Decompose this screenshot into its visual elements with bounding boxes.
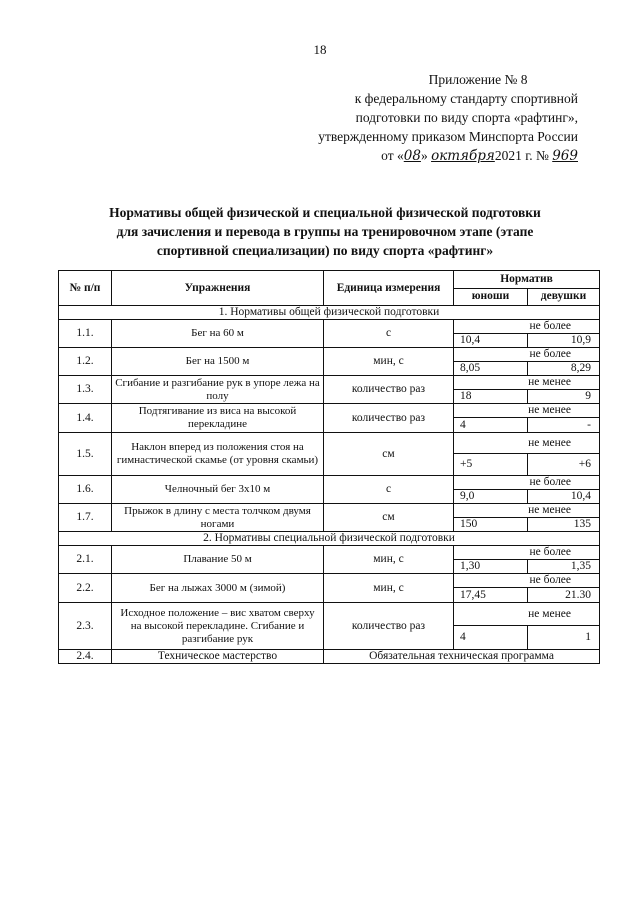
header-num: № п/п (59, 271, 112, 306)
row-unit: мин, с (324, 348, 454, 376)
section-row (59, 532, 600, 546)
table-row (59, 574, 600, 588)
row-unit: количество раз (324, 404, 454, 433)
document-title (60, 203, 590, 260)
row-boys-value: 8,05 (454, 362, 528, 376)
row-boys-value: 150 (454, 518, 528, 532)
row-unit: см (324, 504, 454, 532)
row-boys-value: +5 (454, 454, 528, 476)
header-unit: Единица измерения (324, 271, 454, 306)
table-row (59, 376, 600, 390)
row-exercise: Бег на 60 м (112, 320, 324, 348)
appendix-line-3: утвержденному приказом Минспорта России (318, 129, 578, 144)
row-exercise: Исходное положение – вис хватом сверху на высокой перекладине. Сгибание и разгибание рук (112, 603, 324, 650)
row-exercise: Наклон вперед из положения стоя на гимнастической скамье (от уровня скамьи) (112, 433, 324, 476)
title-line-1: Нормативы общей физической и специальной физической подготовки (109, 205, 541, 220)
row-boys-value: 4 (454, 418, 528, 433)
title-line-2: для зачисления и перевода в группы на тренировочном этапе (этапе (116, 224, 534, 239)
order-number: 969 (552, 148, 578, 164)
row-girls-value: 135 (528, 518, 600, 532)
date-day: 08 (403, 148, 421, 164)
row-girls-value: 21.30 (528, 588, 600, 603)
row-condition: не менее (454, 504, 600, 518)
page-number: 18 (313, 42, 327, 57)
appendix-title: Приложение № 8 (428, 72, 528, 87)
row-exercise: Сгибание и разгибание рук в упоре лежа на полу (112, 376, 324, 404)
row-number: 2.2. (59, 574, 112, 603)
table-row (59, 504, 600, 518)
table-row (59, 603, 600, 626)
row-girls-value: 1,35 (528, 560, 600, 574)
row-boys-value: 9,0 (454, 490, 528, 504)
date-year: 2021 г. № (494, 148, 553, 163)
date-prefix: от « (381, 148, 404, 163)
table-row-last (59, 650, 600, 664)
row-girls-value: 10,9 (528, 334, 600, 348)
row-girls-value: 1 (528, 626, 600, 650)
row-condition: не более (454, 320, 600, 334)
section-title: 1. Нормативы общей физической подготовки (59, 306, 600, 320)
table-body (59, 306, 600, 664)
appendix-line-1: к федеральному стандарту спортивной (354, 91, 578, 106)
row-exercise: Плавание 50 м (112, 546, 324, 574)
appendix-date-line (318, 146, 578, 166)
appendix-header (318, 70, 578, 166)
table-row (59, 348, 600, 362)
row-number: 1.4. (59, 404, 112, 433)
row-boys-value: 18 (454, 390, 528, 404)
table-row (59, 546, 600, 560)
row-boys-value: 10,4 (454, 334, 528, 348)
row-unit: мин, с (324, 574, 454, 603)
row-unit: с (324, 476, 454, 504)
norms-table (58, 270, 600, 664)
title-line-3: спортивной специализации) по виду спорта «рафтинг» (156, 243, 494, 258)
row-condition: не более (454, 546, 600, 560)
header-girls: девушки (528, 288, 600, 306)
row-number: 2.1. (59, 546, 112, 574)
row-unit: с (324, 320, 454, 348)
row-girls-value: - (528, 418, 600, 433)
row-boys-value: 4 (454, 626, 528, 650)
row-number: 2.3. (59, 603, 112, 650)
header-boys: юноши (454, 288, 528, 306)
row-condition: не менее (454, 404, 600, 418)
row-exercise: Техническое мастерство (112, 650, 324, 664)
row-girls-value: +6 (528, 454, 600, 476)
row-boys-value: 1,30 (454, 560, 528, 574)
row-unit: см (324, 433, 454, 476)
row-girls-value: 8,29 (528, 362, 600, 376)
row-exercise: Бег на лыжах 3000 м (зимой) (112, 574, 324, 603)
row-unit: количество раз (324, 376, 454, 404)
row-condition: не менее (454, 433, 600, 454)
row-number: 1.5. (59, 433, 112, 476)
row-exercise: Челночный бег 3х10 м (112, 476, 324, 504)
row-number: 1.1. (59, 320, 112, 348)
row-girls-value: 10,4 (528, 490, 600, 504)
row-number: 1.3. (59, 376, 112, 404)
row-number: 2.4. (59, 650, 112, 664)
row-condition: не более (454, 574, 600, 588)
table-row (59, 476, 600, 490)
row-unit: мин, с (324, 546, 454, 574)
date-mid: » (420, 148, 432, 163)
header-norm: Норматив (454, 271, 600, 289)
row-condition: не более (454, 476, 600, 490)
row-exercise: Подтягивание из виса на высокой перекладине (112, 404, 324, 433)
row-boys-value: 17,45 (454, 588, 528, 603)
row-girls-value: 9 (528, 390, 600, 404)
row-unit: количество раз (324, 603, 454, 650)
row-merged-norm: Обязательная техническая программа (324, 650, 600, 664)
date-month: октября (431, 148, 495, 164)
row-condition: не менее (454, 376, 600, 390)
row-exercise: Прыжок в длину с места толчком двумя ногами (112, 504, 324, 532)
table-row (59, 404, 600, 418)
header-exercise: Упражнения (112, 271, 324, 306)
section-row (59, 306, 600, 320)
appendix-line-2: подготовки по виду спорта «рафтинг», (355, 110, 578, 125)
row-condition: не менее (454, 603, 600, 626)
row-number: 1.2. (59, 348, 112, 376)
table-row (59, 320, 600, 334)
row-exercise: Бег на 1500 м (112, 348, 324, 376)
section-title: 2. Нормативы специальной физической подготовки (59, 532, 600, 546)
table-row (59, 433, 600, 454)
row-condition: не более (454, 348, 600, 362)
row-number: 1.7. (59, 504, 112, 532)
row-number: 1.6. (59, 476, 112, 504)
